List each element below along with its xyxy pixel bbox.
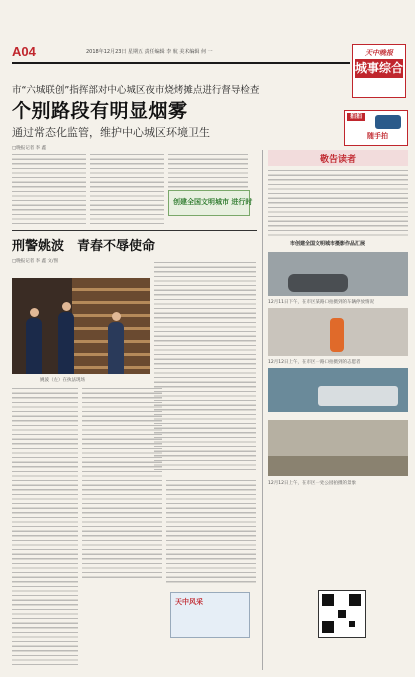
volunteer-figure (330, 318, 344, 352)
officer-head (112, 312, 121, 321)
second-body-col-4 (166, 480, 256, 584)
officer-figure (58, 312, 74, 374)
qr-module (349, 621, 355, 627)
notice-title: 敬告读者 (319, 155, 356, 165)
officer-figure (108, 322, 124, 374)
snapshot-box (344, 110, 408, 146)
section-divider (12, 230, 257, 231)
second-body-col-1 (154, 262, 256, 472)
second-headline: 刑警姚波 青春不辱使命 (12, 239, 156, 254)
notice-body (268, 170, 408, 236)
civilization-banner (168, 190, 253, 216)
brand-name: 天中晚报 (365, 48, 393, 57)
section-name: 城事综合 (355, 59, 403, 78)
bus-photo (268, 368, 408, 412)
volunteer-photo (268, 308, 408, 356)
officer-head (62, 302, 71, 311)
lead-body-col-3 (168, 154, 248, 188)
street-photo (268, 252, 408, 296)
bus-shape (318, 386, 398, 406)
logo-text: 天中风采 (175, 598, 203, 606)
second-body-col-3 (82, 388, 162, 578)
qr-module (338, 610, 346, 618)
lead-subhead: 通过常态化监管，维护中心城区环境卫生 (12, 126, 210, 139)
dateline: 2018年12月23日 星期五 责任编辑 李 航 美术编辑 何 一 (86, 49, 213, 55)
qr-code (318, 590, 366, 638)
officer-figure (26, 318, 42, 374)
snapshot-label: 拍拍 (347, 113, 365, 121)
caption-1: 12月11日下午，在市区某路口拍摄到的车辆停放情况 (268, 300, 374, 305)
caption-3: 12月12日上午，在市区一处公园拍摄的景象 (268, 481, 356, 486)
officer-head (30, 308, 39, 317)
lead-body-col-2 (90, 154, 164, 226)
qr-finder (322, 621, 334, 633)
ground-shape (268, 456, 408, 476)
tianzhong-logo-box (170, 592, 250, 638)
lead-kicker: 市“六城联创”指挥部对中心城区夜市烧烤摊点进行督导检查 (12, 85, 260, 96)
notice-header (268, 150, 408, 166)
section-brand-box (352, 44, 406, 98)
photo-caption: 姚波（左）在执法现场 (40, 378, 85, 383)
lead-byline: □晚报记者 李 鑫 (12, 146, 47, 151)
park-photo (268, 420, 408, 476)
qr-finder (349, 594, 361, 606)
caption-2: 12月12日上午，在市区一路口拍摄到的志愿者 (268, 360, 361, 365)
police-photo (12, 278, 150, 374)
second-byline: □晚报记者 李 鑫 文/图 (12, 259, 59, 264)
photo-exhibit-heading: 市创建全国文明城市摄影作品汇展 (290, 241, 366, 247)
qr-finder (322, 594, 334, 606)
camera-icon (375, 115, 401, 129)
lead-body-col-1 (12, 154, 86, 226)
page-header (12, 44, 350, 64)
second-body-col-2 (12, 388, 78, 668)
snapshot-sub: 随手拍 (367, 132, 388, 140)
page-number: A04 (12, 44, 36, 59)
lead-headline: 个别路段有明显烟雾 (12, 100, 188, 122)
car-shape (288, 274, 348, 292)
column-divider (262, 150, 263, 670)
banner-text: 创建全国文明城市 进行时 (173, 198, 253, 206)
